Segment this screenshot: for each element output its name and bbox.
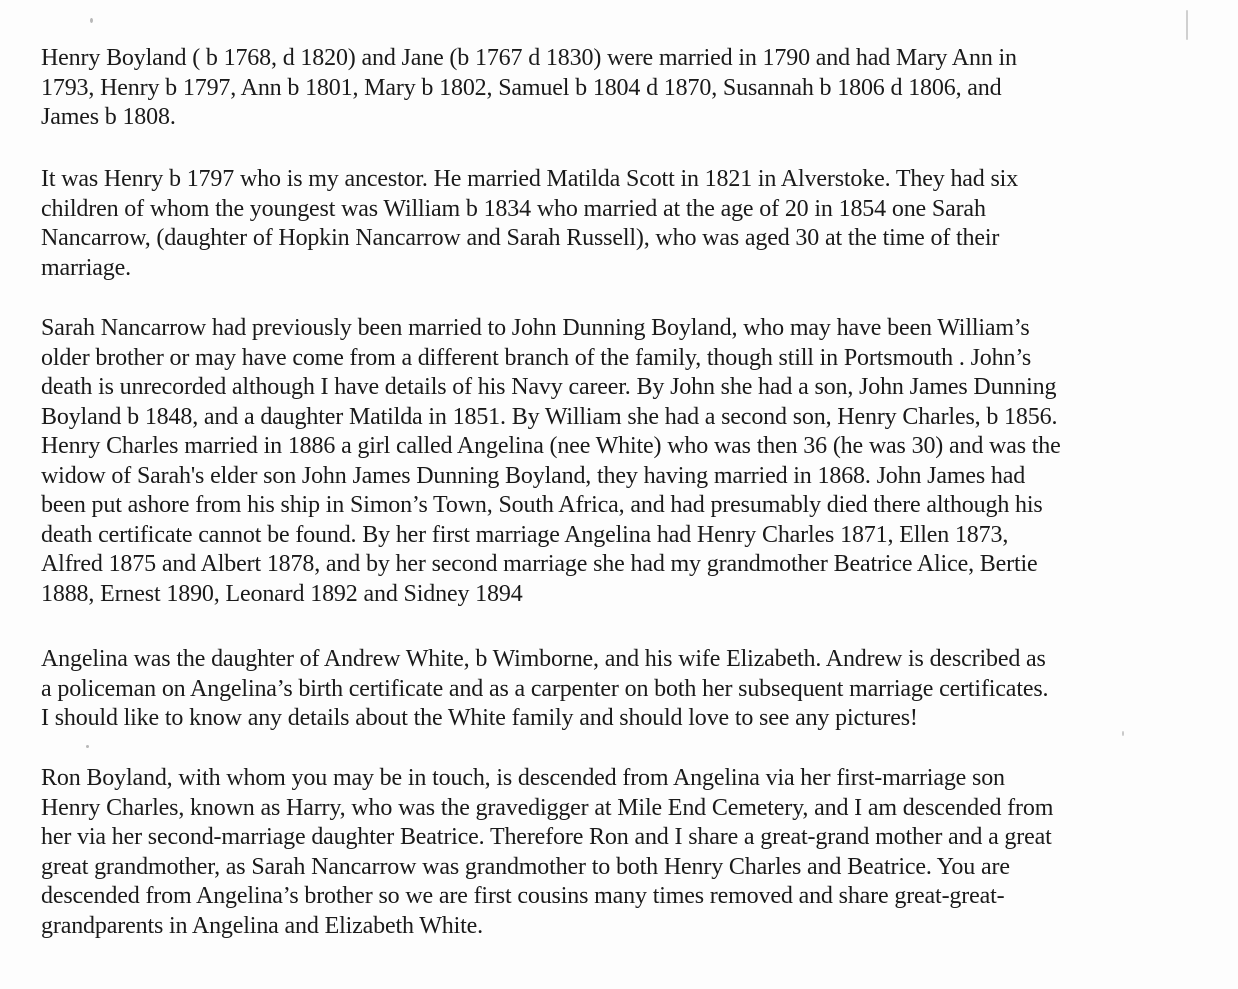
paragraph-boyland-family	[41, 44, 1226, 133]
text-line: Henry Boyland ( b 1768, d 1820) and Jane (b 1767 d 1830) were married in 1790 and had Mary Ann in	[41, 45, 1017, 71]
text-line: Henry Charles, known as Harry, who was the gravedigger at Mile End Cemetery, and I am descended from	[41, 794, 1054, 821]
text-line: Angelina was the daughter of Andrew White, b Wimborne, and his wife Elizabeth. Andrew is described as	[41, 646, 1046, 672]
paragraph-henry-ancestor	[41, 165, 1226, 283]
text-line: descended from Angelina’s brother so we are first cousins many times removed and share great-great-	[41, 883, 1005, 909]
text-line: Boyland b 1848, and a daughter Matilda in 1851. By William she had a second son, Henry Charles, b 1856.	[41, 403, 1058, 430]
text-line: her via her second-marriage daughter Beatrice. Therefore Ron and I share a great-grand mother and a great	[41, 824, 1052, 850]
scan-speck	[86, 745, 89, 748]
text-line: grandparents in Angelina and Elizabeth White.	[41, 912, 483, 939]
text-line: 1793, Henry b 1797, Ann b 1801, Mary b 1802, Samuel b 1804 d 1870, Susannah b 1806 d 1806, and	[41, 74, 1002, 101]
paragraph-sarah-nancarrow	[41, 314, 1226, 609]
text-line: It was Henry b 1797 who is my ancestor. He married Matilda Scott in 1821 in Alverstoke. They had six	[41, 166, 1019, 192]
text-line: older brother or may have come from a different branch of the family, though still in Portsmouth . John’s	[41, 344, 1032, 371]
text-line: I should like to know any details about the White family and should love to see any pictures!	[41, 705, 918, 731]
text-line: Alfred 1875 and Albert 1878, and by her second marriage she had my grandmother Beatrice Alice, Bertie	[41, 551, 1038, 577]
paragraph-ron-boyland	[41, 764, 1226, 941]
text-line: 1888, Ernest 1890, Leonard 1892 and Sidney 1894	[41, 580, 523, 607]
scan-speck	[1186, 10, 1188, 40]
text-line: Henry Charles married in 1886 a girl called Angelina (nee White) who was then 36 (he was 30) and was the	[41, 433, 1061, 459]
text-line: Sarah Nancarrow had previously been married to John Dunning Boyland, who may have been William’s	[41, 315, 1030, 341]
text-line: Ron Boyland, with whom you may be in touch, is descended from Angelina via her first-marriage son	[41, 765, 1005, 791]
text-line: children of whom the youngest was William b 1834 who married at the age of 20 in 1854 one Sarah	[41, 195, 986, 222]
paragraph-angelina-parents	[41, 645, 1226, 734]
text-line: death certificate cannot be found. By her first marriage Angelina had Henry Charles 1871, Ellen 1873,	[41, 521, 1009, 548]
text-line: James b 1808.	[41, 104, 176, 130]
text-line: a policeman on Angelina’s birth certificate and as a carpenter on both her subsequent marriage certificates.	[41, 675, 1049, 702]
text-line: Nancarrow, (daughter of Hopkin Nancarrow and Sarah Russell), who was aged 30 at the time of their	[41, 225, 1000, 251]
scan-speck	[90, 18, 93, 23]
text-line: been put ashore from his ship in Simon’s Town, South Africa, and had presumably died there although his	[41, 492, 1043, 518]
text-line: widow of Sarah's elder son John James Dunning Boyland, they having married in 1868. John James had	[41, 462, 1026, 489]
text-line: great grandmother, as Sarah Nancarrow was grandmother to both Henry Charles and Beatrice. You are	[41, 853, 1010, 880]
text-line: marriage.	[41, 254, 131, 281]
text-line: death is unrecorded although I have details of his Navy career. By John she had a son, John James Dunning	[41, 374, 1057, 400]
